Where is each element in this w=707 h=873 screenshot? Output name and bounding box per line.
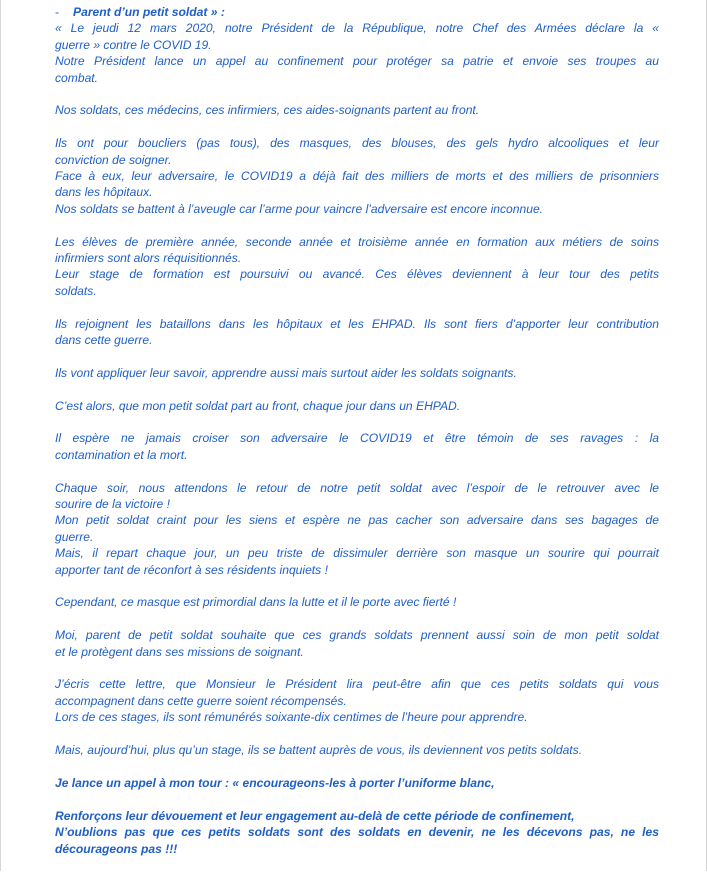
heading-bullet: - (55, 5, 60, 19)
text-line: conviction de soigner. (55, 152, 172, 167)
text-line: Ils vont appliquer leur savoir, apprendre aussi mais surtout aider les soldats soignants. (55, 365, 517, 380)
text-line: combat. (55, 70, 99, 85)
text-line: Ils rejoignent les bataillons dans les hôpitaux et les EHPAD. Ils sont fiers d’apporter leur contribution (55, 316, 659, 331)
paragraph (55, 808, 659, 857)
text-line: Leur stage de formation est poursuivi ou avancé. Ces élèves deviennent à leur tour des petits (55, 267, 659, 282)
text-line: et le protègent dans ses missions de soignant. (55, 644, 304, 659)
text-line: Nos soldats, ces médecins, ces infirmiers, ces aides-soignants partent au front. (55, 103, 480, 118)
text-line: Face à eux, leur adversaire, le COVID19 a déjà fait des milliers de morts et des milliers de prisonniers (55, 169, 659, 184)
paragraph-list (55, 20, 659, 857)
paragraph (55, 365, 659, 381)
text-line: Ils ont pour boucliers (pas tous), des masques, des blouses, des gels hydro alcooliques et leur (55, 136, 659, 151)
paragraph (55, 135, 659, 217)
text-line: N’oublions pas que ces petits soldats sont des soldats en devenir, ne les décevons pas, ne les (55, 825, 659, 840)
paragraph (55, 594, 659, 610)
text-line: Cependant, ce masque est primordial dans la lutte et il le porte avec fierté ! (55, 595, 457, 610)
paragraph (55, 775, 659, 791)
text-line: sourire de la victoire ! (55, 497, 170, 512)
paragraph (55, 480, 659, 578)
text-line: Chaque soir, nous attendons le retour de notre petit soldat avec l’espoir de le retrouver avec le (55, 480, 659, 495)
text-line: dans les hôpitaux. (55, 185, 153, 200)
text-line: Mais, il repart chaque jour, un peu triste de dissimuler derrière son masque un sourire qui pourrait (55, 546, 659, 561)
text-line: accompagnent dans cette guerre soient récompensés. (55, 693, 347, 708)
paragraph (55, 398, 659, 414)
paragraph (55, 102, 659, 118)
text-line: Moi, parent de petit soldat souhaite que ces grands soldats prennent aussi soin de mon petit soldat (55, 628, 659, 643)
paragraph (55, 627, 659, 660)
text-line: décourageons pas !!! (55, 841, 178, 856)
text-line: Les élèves de première année, seconde année et troisième année en formation aux métiers de soins (55, 234, 659, 249)
text-line: Mon petit soldat craint pour les siens et espère ne pas cacher son adversaire dans ses bagages de (55, 513, 659, 528)
text-line: Il espère ne jamais croiser son adversaire le COVID19 et être témoin de ses ravages : la (55, 431, 659, 446)
text-line: guerre. (55, 529, 94, 544)
text-line: Mais, aujourd’hui, plus qu’un stage, ils se battent auprès de vous, ils deviennent vos petits soldats. (55, 743, 583, 758)
text-line: dans cette guerre. (55, 333, 153, 348)
text-line: contamination et la mort. (55, 447, 188, 462)
text-line: C’est alors, que mon petit soldat part au front, chaque jour dans un EHPAD. (55, 398, 461, 413)
text-line: guerre » contre le COVID 19. (55, 37, 212, 52)
letter-heading (55, 4, 659, 20)
paragraph (55, 676, 659, 725)
text-line: Lors de ces stages, ils sont rémunérés soixante-dix centimes de l’heure pour apprendre. (55, 710, 528, 725)
paragraph (55, 430, 659, 463)
text-line: Notre Président lance un appel au confinement pour protéger sa patrie et envoie ses troupes au (55, 54, 659, 69)
text-line: apporter tant de réconfort à ses résidents inquiets ! (55, 562, 328, 577)
text-line: « Le jeudi 12 mars 2020, notre Président de la République, notre Chef des Armées déclare la « (55, 21, 659, 36)
text-line: soldats. (55, 283, 97, 298)
text-line: infirmiers sont alors réquisitionnés. (55, 251, 242, 266)
text-line: Renforçons leur dévouement et leur engagement au-delà de cette période de confinement, (55, 808, 575, 823)
text-line: Je lance un appel à mon tour : « encourageons-les à porter l’uniforme blanc, (55, 775, 495, 790)
text-line: J’écris cette lettre, que Monsieur le Président lira peut-être afin que ces petits soldats qui vous (55, 677, 659, 692)
paragraph (55, 234, 659, 300)
paragraph (55, 316, 659, 349)
heading-text: Parent d’un petit soldat » : (73, 5, 225, 19)
paragraph (55, 20, 659, 86)
letter-body (55, 4, 659, 873)
paragraph (55, 742, 659, 758)
text-line: Nos soldats se battent à l’aveugle car l’arme pour vaincre l’adversaire est encore inconnue. (55, 201, 544, 216)
